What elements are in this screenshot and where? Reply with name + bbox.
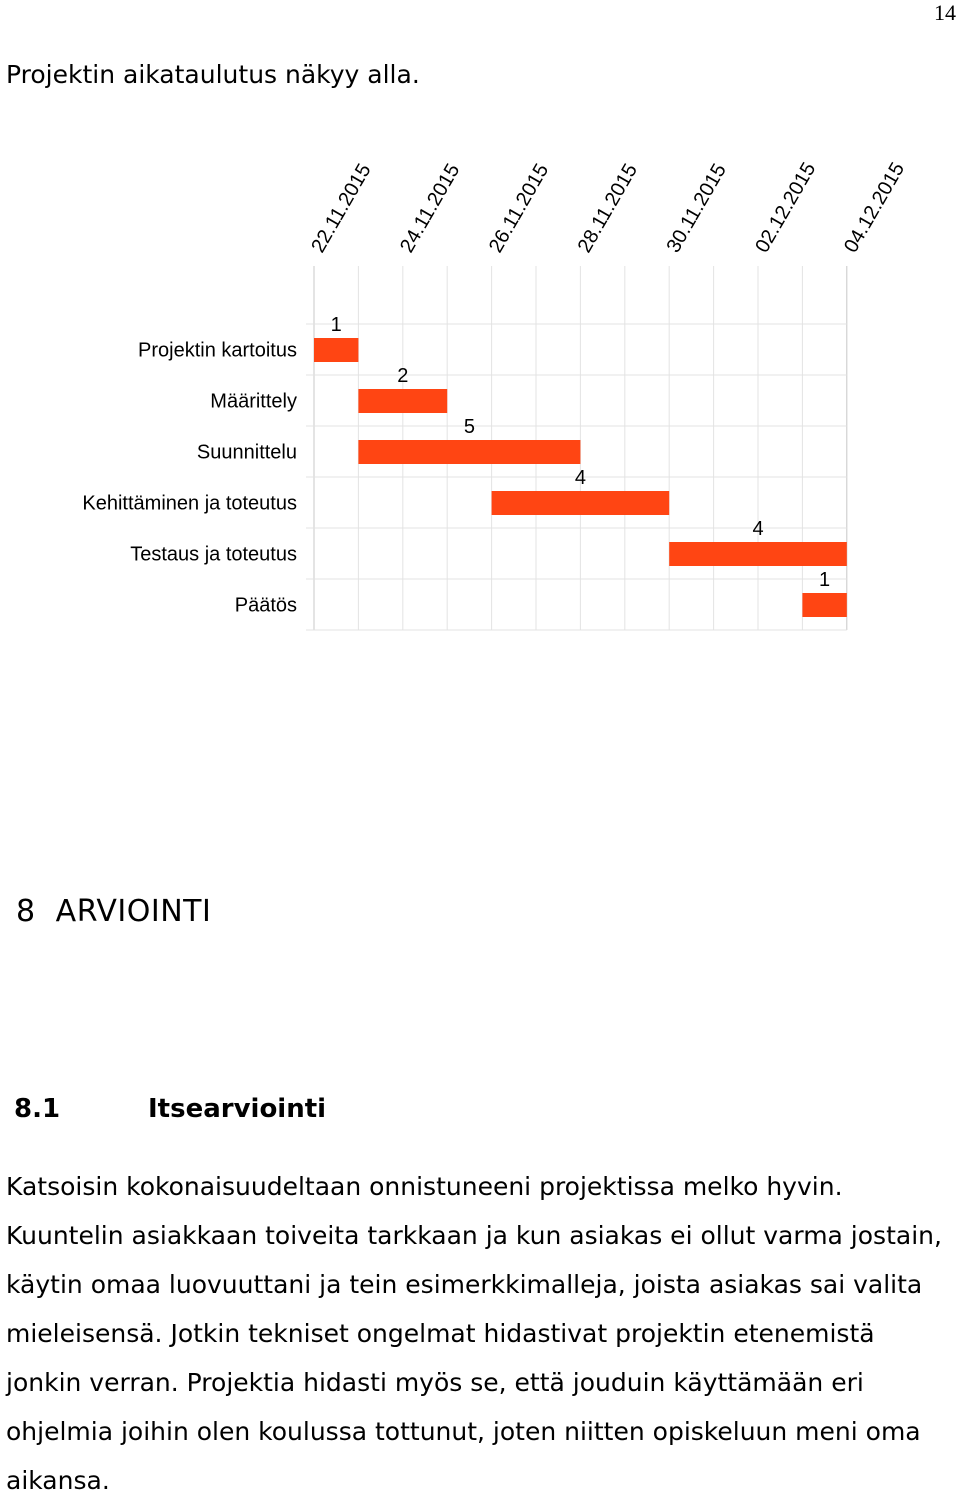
section-title: Itsearviointi xyxy=(148,1094,327,1124)
intro-text: Projektin aikataulutus näkyy alla. xyxy=(6,60,420,89)
duration-label: 1 xyxy=(819,569,831,591)
task-bar xyxy=(314,338,358,362)
task-label: Projektin kartoitus xyxy=(138,339,297,362)
section-number: 8.1 xyxy=(14,1094,61,1124)
task-bar xyxy=(802,593,846,617)
task-bar xyxy=(492,491,670,515)
x-tick-label: 30.11.2015 xyxy=(662,160,731,257)
task-label: Kehittäminen ja toteutus xyxy=(82,492,297,515)
x-tick-label: 22.11.2015 xyxy=(307,160,376,257)
task-bar xyxy=(669,542,847,566)
chapter-number: 8 xyxy=(16,894,36,929)
body-paragraph: Katsoisin kokonaisuudeltaan onnistuneeni projektissa melko hyvin. Kuuntelin asiakkaan toiveita tarkkaan ja kun asiakas ei ollut varma jostain, käytin omaa luovuuttani ja tein esimerkkimalleja, joista asiakas sai valita mieleisensä. Jotkin tekniset ongelmat hidastivat projektin etenemistä jonkin verran. Projektia hidasti myös se, että jouduin käyttämään eri ohjelmia joihin olen koulussa tottunut, joten niitten opiskeluun meni oma aikansa. xyxy=(6,1172,942,1495)
duration-label: 2 xyxy=(397,365,409,387)
task-bar xyxy=(358,389,447,413)
x-tick-label: 04.12.2015 xyxy=(840,158,910,257)
task-label: Määrittely xyxy=(210,390,297,413)
x-tick-label: 02.12.2015 xyxy=(751,158,821,257)
duration-label: 5 xyxy=(463,416,475,438)
duration-label: 4 xyxy=(574,467,586,489)
x-tick-label: 24.11.2015 xyxy=(396,160,465,257)
x-tick-label: 28.11.2015 xyxy=(573,160,643,257)
duration-label: 1 xyxy=(330,314,342,336)
task-label: Testaus ja toteutus xyxy=(130,543,297,566)
duration-label: 4 xyxy=(752,518,764,540)
task-bar xyxy=(358,440,580,464)
task-label: Päätös xyxy=(234,594,297,617)
task-label: Suunnittelu xyxy=(196,441,297,464)
chapter-heading xyxy=(16,894,211,929)
page-number: 14 xyxy=(934,0,956,25)
section-heading xyxy=(14,1094,326,1124)
chapter-title: ARVIOINTI xyxy=(55,894,212,929)
x-tick-label: 26.11.2015 xyxy=(484,160,554,257)
gantt-chart xyxy=(0,130,960,650)
